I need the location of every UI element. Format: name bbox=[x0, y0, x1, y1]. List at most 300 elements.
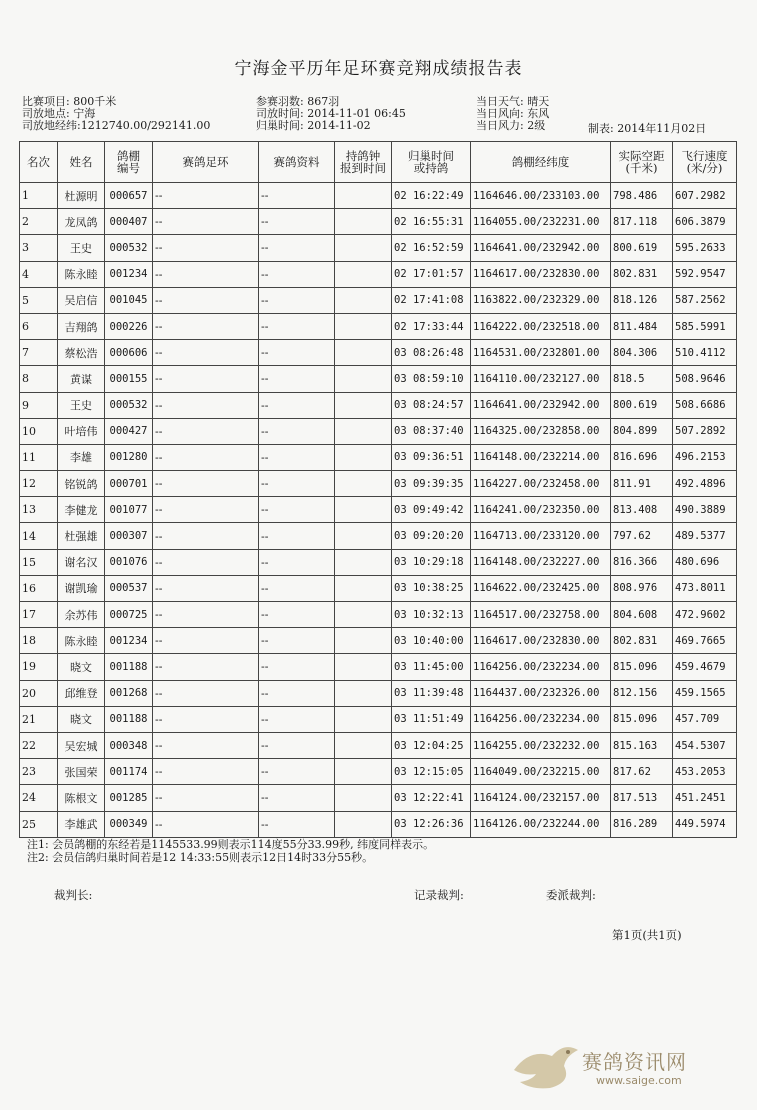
watermark-text: 赛鸽资讯网 bbox=[582, 1050, 687, 1074]
cell-pigeon-info: -- bbox=[259, 183, 335, 209]
cell-clock-time bbox=[335, 549, 392, 575]
table-row bbox=[20, 706, 737, 732]
cell-ring: -- bbox=[153, 287, 259, 313]
cell-clock-time bbox=[335, 497, 392, 523]
cell-speed: 496.2153 bbox=[673, 444, 737, 470]
cell-ring: -- bbox=[153, 261, 259, 287]
cell-pigeon-info: -- bbox=[259, 680, 335, 706]
cell-distance: 804.306 bbox=[611, 340, 673, 366]
cell-clock-time bbox=[335, 418, 392, 444]
meta-race-item: 比赛项目: 800千米 bbox=[22, 95, 117, 108]
cell-rank: 12 bbox=[20, 471, 58, 497]
cell-return-time: 03 08:26:48 bbox=[392, 340, 471, 366]
table-row bbox=[20, 654, 737, 680]
cell-loft-id: 001280 bbox=[105, 444, 153, 470]
cell-distance: 812.156 bbox=[611, 680, 673, 706]
cell-return-time: 03 10:38:25 bbox=[392, 575, 471, 601]
cell-loft-id: 000427 bbox=[105, 418, 153, 444]
cell-loft-coordinates: 1164255.00/232232.00 bbox=[471, 732, 611, 758]
cell-speed: 490.3889 bbox=[673, 497, 737, 523]
cell-distance: 816.366 bbox=[611, 549, 673, 575]
cell-name: 陈永睦 bbox=[58, 628, 105, 654]
cell-clock-time bbox=[335, 471, 392, 497]
cell-clock-time bbox=[335, 523, 392, 549]
column-header-distance: 实际空距 (千米) bbox=[611, 142, 673, 183]
cell-rank: 15 bbox=[20, 549, 58, 575]
cell-name: 李健龙 bbox=[58, 497, 105, 523]
cell-loft-id: 000348 bbox=[105, 732, 153, 758]
cell-clock-time bbox=[335, 759, 392, 785]
cell-clock-time bbox=[335, 602, 392, 628]
cell-distance: 800.619 bbox=[611, 235, 673, 261]
cell-loft-coordinates: 1164055.00/232231.00 bbox=[471, 209, 611, 235]
cell-return-time: 02 16:55:31 bbox=[392, 209, 471, 235]
meta-column-3 bbox=[476, 96, 549, 132]
cell-pigeon-info: -- bbox=[259, 654, 335, 680]
cell-rank: 24 bbox=[20, 785, 58, 811]
table-row bbox=[20, 732, 737, 758]
meta-weather: 当日天气: 晴天 bbox=[476, 95, 550, 108]
cell-clock-time bbox=[335, 235, 392, 261]
cell-name: 蔡松浩 bbox=[58, 340, 105, 366]
cell-ring: -- bbox=[153, 235, 259, 261]
cell-loft-coordinates: 1163822.00/232329.00 bbox=[471, 287, 611, 313]
column-header-name: 姓名 bbox=[58, 142, 105, 183]
cell-return-time: 03 10:40:00 bbox=[392, 628, 471, 654]
cell-name: 杜强雄 bbox=[58, 523, 105, 549]
cell-loft-id: 001076 bbox=[105, 549, 153, 575]
cell-distance: 800.619 bbox=[611, 392, 673, 418]
cell-return-time: 03 12:22:41 bbox=[392, 785, 471, 811]
cell-loft-coordinates: 1164256.00/232234.00 bbox=[471, 706, 611, 732]
cell-loft-id: 000532 bbox=[105, 235, 153, 261]
cell-ring: -- bbox=[153, 575, 259, 601]
cell-name: 吴宏城 bbox=[58, 732, 105, 758]
cell-pigeon-info: -- bbox=[259, 759, 335, 785]
cell-distance: 811.91 bbox=[611, 471, 673, 497]
cell-loft-coordinates: 1164325.00/232858.00 bbox=[471, 418, 611, 444]
cell-loft-id: 001188 bbox=[105, 706, 153, 732]
cell-ring: -- bbox=[153, 811, 259, 837]
cell-distance: 811.484 bbox=[611, 313, 673, 339]
cell-return-time: 03 10:32:13 bbox=[392, 602, 471, 628]
cell-speed: 489.5377 bbox=[673, 523, 737, 549]
cell-name: 叶培伟 bbox=[58, 418, 105, 444]
table-row bbox=[20, 602, 737, 628]
cell-distance: 797.62 bbox=[611, 523, 673, 549]
cell-pigeon-info: -- bbox=[259, 340, 335, 366]
cell-speed: 607.2982 bbox=[673, 183, 737, 209]
cell-speed: 472.9602 bbox=[673, 602, 737, 628]
cell-rank: 10 bbox=[20, 418, 58, 444]
cell-loft-coordinates: 1164517.00/232758.00 bbox=[471, 602, 611, 628]
cell-loft-coordinates: 1164531.00/232801.00 bbox=[471, 340, 611, 366]
cell-ring: -- bbox=[153, 471, 259, 497]
cell-pigeon-info: -- bbox=[259, 732, 335, 758]
report-title: 宁海金平历年足环赛竞翔成绩报告表 bbox=[234, 59, 523, 79]
cell-rank: 4 bbox=[20, 261, 58, 287]
cell-name: 邱维登 bbox=[58, 680, 105, 706]
cell-loft-coordinates: 1164110.00/232127.00 bbox=[471, 366, 611, 392]
cell-pigeon-info: -- bbox=[259, 471, 335, 497]
cell-name: 陈永睦 bbox=[58, 261, 105, 287]
column-header-loft-coordinates: 鸽棚经纬度 bbox=[471, 142, 611, 183]
cell-distance: 815.096 bbox=[611, 654, 673, 680]
cell-clock-time bbox=[335, 575, 392, 601]
notes bbox=[27, 838, 434, 864]
page-number: 第1页(共1页) bbox=[612, 928, 682, 942]
cell-rank: 14 bbox=[20, 523, 58, 549]
table-row bbox=[20, 811, 737, 837]
cell-rank: 25 bbox=[20, 811, 58, 837]
cell-speed: 459.1565 bbox=[673, 680, 737, 706]
cell-return-time: 03 08:24:57 bbox=[392, 392, 471, 418]
cell-distance: 818.5 bbox=[611, 366, 673, 392]
cell-loft-coordinates: 1164126.00/232244.00 bbox=[471, 811, 611, 837]
cell-pigeon-info: -- bbox=[259, 523, 335, 549]
cell-speed: 595.2633 bbox=[673, 235, 737, 261]
cell-ring: -- bbox=[153, 313, 259, 339]
cell-return-time: 03 12:26:36 bbox=[392, 811, 471, 837]
cell-rank: 13 bbox=[20, 497, 58, 523]
cell-rank: 2 bbox=[20, 209, 58, 235]
table-row bbox=[20, 392, 737, 418]
table-row bbox=[20, 366, 737, 392]
cell-name: 陈根文 bbox=[58, 785, 105, 811]
watermark-url: www.saige.com bbox=[596, 1074, 682, 1087]
cell-loft-id: 000349 bbox=[105, 811, 153, 837]
cell-loft-id: 001268 bbox=[105, 680, 153, 706]
cell-name: 李雄武 bbox=[58, 811, 105, 837]
cell-ring: -- bbox=[153, 340, 259, 366]
cell-name: 张国荣 bbox=[58, 759, 105, 785]
cell-pigeon-info: -- bbox=[259, 287, 335, 313]
cell-loft-id: 000532 bbox=[105, 392, 153, 418]
cell-distance: 813.408 bbox=[611, 497, 673, 523]
cell-loft-id: 000307 bbox=[105, 523, 153, 549]
cell-loft-id: 000155 bbox=[105, 366, 153, 392]
cell-loft-coordinates: 1164241.00/232350.00 bbox=[471, 497, 611, 523]
cell-return-time: 02 16:22:49 bbox=[392, 183, 471, 209]
cell-speed: 492.4896 bbox=[673, 471, 737, 497]
cell-return-time: 02 16:52:59 bbox=[392, 235, 471, 261]
cell-clock-time bbox=[335, 340, 392, 366]
cell-clock-time bbox=[335, 444, 392, 470]
cell-speed: 480.696 bbox=[673, 549, 737, 575]
cell-return-time: 02 17:33:44 bbox=[392, 313, 471, 339]
cell-rank: 21 bbox=[20, 706, 58, 732]
cell-ring: -- bbox=[153, 497, 259, 523]
table-row bbox=[20, 471, 737, 497]
cell-speed: 606.3879 bbox=[673, 209, 737, 235]
cell-loft-coordinates: 1164641.00/232942.00 bbox=[471, 235, 611, 261]
cell-clock-time bbox=[335, 680, 392, 706]
cell-clock-time bbox=[335, 392, 392, 418]
cell-pigeon-info: -- bbox=[259, 313, 335, 339]
cell-return-time: 03 11:45:00 bbox=[392, 654, 471, 680]
cell-pigeon-info: -- bbox=[259, 366, 335, 392]
cell-rank: 16 bbox=[20, 575, 58, 601]
cell-name: 余苏伟 bbox=[58, 602, 105, 628]
table-row bbox=[20, 680, 737, 706]
cell-rank: 18 bbox=[20, 628, 58, 654]
cell-pigeon-info: -- bbox=[259, 549, 335, 575]
pigeon-logo-icon bbox=[506, 1036, 586, 1096]
cell-name: 吉翔鸽 bbox=[58, 313, 105, 339]
cell-ring: -- bbox=[153, 523, 259, 549]
cell-clock-time bbox=[335, 366, 392, 392]
cell-distance: 817.62 bbox=[611, 759, 673, 785]
table-row bbox=[20, 209, 737, 235]
cell-return-time: 02 17:41:08 bbox=[392, 287, 471, 313]
cell-pigeon-info: -- bbox=[259, 602, 335, 628]
cell-distance: 804.899 bbox=[611, 418, 673, 444]
table-row bbox=[20, 313, 737, 339]
cell-loft-coordinates: 1164713.00/233120.00 bbox=[471, 523, 611, 549]
cell-loft-id: 001077 bbox=[105, 497, 153, 523]
table-row bbox=[20, 183, 737, 209]
recording-referee-label: 记录裁判: bbox=[414, 888, 464, 902]
cell-loft-id: 000606 bbox=[105, 340, 153, 366]
cell-pigeon-info: -- bbox=[259, 628, 335, 654]
cell-loft-id: 000226 bbox=[105, 313, 153, 339]
chief-referee-label: 裁判长: bbox=[54, 888, 93, 902]
cell-speed: 508.6686 bbox=[673, 392, 737, 418]
cell-name: 龙凤鸽 bbox=[58, 209, 105, 235]
cell-loft-coordinates: 1164256.00/232234.00 bbox=[471, 654, 611, 680]
cell-speed: 469.7665 bbox=[673, 628, 737, 654]
cell-distance: 798.486 bbox=[611, 183, 673, 209]
cell-distance: 817.513 bbox=[611, 785, 673, 811]
meta-column-1 bbox=[22, 96, 210, 132]
table-row bbox=[20, 287, 737, 313]
cell-clock-time bbox=[335, 628, 392, 654]
cell-pigeon-info: -- bbox=[259, 235, 335, 261]
cell-return-time: 02 17:01:57 bbox=[392, 261, 471, 287]
meta-release-coordinates: 司放地经纬:1212740.00/292141.00 bbox=[22, 119, 211, 132]
cell-rank: 11 bbox=[20, 444, 58, 470]
cell-loft-id: 001188 bbox=[105, 654, 153, 680]
column-header-loft-id: 鸽棚 编号 bbox=[105, 142, 153, 183]
cell-ring: -- bbox=[153, 418, 259, 444]
cell-loft-coordinates: 1164222.00/232518.00 bbox=[471, 313, 611, 339]
cell-loft-id: 001234 bbox=[105, 628, 153, 654]
cell-pigeon-info: -- bbox=[259, 392, 335, 418]
cell-rank: 1 bbox=[20, 183, 58, 209]
cell-distance: 817.118 bbox=[611, 209, 673, 235]
cell-ring: -- bbox=[153, 366, 259, 392]
cell-return-time: 03 12:04:25 bbox=[392, 732, 471, 758]
column-header-speed: 飞行速度 (米/分) bbox=[673, 142, 737, 183]
cell-distance: 802.831 bbox=[611, 628, 673, 654]
site-watermark bbox=[506, 1036, 736, 1096]
cell-rank: 7 bbox=[20, 340, 58, 366]
cell-loft-coordinates: 1164617.00/232830.00 bbox=[471, 628, 611, 654]
cell-return-time: 03 11:51:49 bbox=[392, 706, 471, 732]
table-row bbox=[20, 759, 737, 785]
cell-clock-time bbox=[335, 209, 392, 235]
cell-ring: -- bbox=[153, 759, 259, 785]
cell-ring: -- bbox=[153, 785, 259, 811]
cell-clock-time bbox=[335, 287, 392, 313]
cell-speed: 510.4112 bbox=[673, 340, 737, 366]
cell-name: 王史 bbox=[58, 235, 105, 261]
cell-loft-id: 000657 bbox=[105, 183, 153, 209]
meta-entry-count: 参赛羽数: 867羽 bbox=[256, 95, 340, 108]
cell-return-time: 03 10:29:18 bbox=[392, 549, 471, 575]
cell-loft-id: 001174 bbox=[105, 759, 153, 785]
cell-pigeon-info: -- bbox=[259, 261, 335, 287]
cell-speed: 449.5974 bbox=[673, 811, 737, 837]
cell-return-time: 03 08:37:40 bbox=[392, 418, 471, 444]
column-header-return-time: 归巢时间 或持鸽 bbox=[392, 142, 471, 183]
meta-wind-force: 当日风力: 2级 bbox=[476, 119, 546, 132]
cell-return-time: 03 09:49:42 bbox=[392, 497, 471, 523]
cell-loft-coordinates: 1164124.00/232157.00 bbox=[471, 785, 611, 811]
column-header-clock-time: 持鸽钟 报到时间 bbox=[335, 142, 392, 183]
cell-ring: -- bbox=[153, 628, 259, 654]
cell-pigeon-info: -- bbox=[259, 785, 335, 811]
cell-name: 李雄 bbox=[58, 444, 105, 470]
made-date: 制表: 2014年11月02日 bbox=[588, 122, 707, 135]
cell-ring: -- bbox=[153, 732, 259, 758]
cell-clock-time bbox=[335, 183, 392, 209]
cell-loft-id: 000701 bbox=[105, 471, 153, 497]
cell-rank: 5 bbox=[20, 287, 58, 313]
table-row bbox=[20, 628, 737, 654]
cell-ring: -- bbox=[153, 602, 259, 628]
cell-distance: 816.696 bbox=[611, 444, 673, 470]
cell-rank: 17 bbox=[20, 602, 58, 628]
cell-clock-time bbox=[335, 811, 392, 837]
cell-clock-time bbox=[335, 706, 392, 732]
delegated-referee-label: 委派裁判: bbox=[546, 888, 596, 902]
cell-loft-id: 001234 bbox=[105, 261, 153, 287]
cell-name: 晓文 bbox=[58, 654, 105, 680]
cell-loft-coordinates: 1164049.00/232215.00 bbox=[471, 759, 611, 785]
cell-rank: 22 bbox=[20, 732, 58, 758]
meta-release-time: 司放时间: 2014-11-01 06:45 bbox=[256, 107, 406, 120]
cell-ring: -- bbox=[153, 183, 259, 209]
cell-return-time: 03 09:20:20 bbox=[392, 523, 471, 549]
table-row bbox=[20, 340, 737, 366]
cell-distance: 802.831 bbox=[611, 261, 673, 287]
meta-wind-direction: 当日风向: 东风 bbox=[476, 107, 550, 120]
cell-speed: 585.5991 bbox=[673, 313, 737, 339]
table-row bbox=[20, 575, 737, 601]
cell-speed: 473.8011 bbox=[673, 575, 737, 601]
cell-distance: 816.289 bbox=[611, 811, 673, 837]
cell-ring: -- bbox=[153, 444, 259, 470]
cell-distance: 804.608 bbox=[611, 602, 673, 628]
cell-speed: 592.9547 bbox=[673, 261, 737, 287]
cell-loft-coordinates: 1164437.00/232326.00 bbox=[471, 680, 611, 706]
cell-name: 吴启信 bbox=[58, 287, 105, 313]
cell-speed: 459.4679 bbox=[673, 654, 737, 680]
meta-return-time: 归巢时间: 2014-11-02 bbox=[256, 119, 371, 132]
table-body bbox=[20, 183, 737, 838]
cell-speed: 587.2562 bbox=[673, 287, 737, 313]
cell-return-time: 03 09:39:35 bbox=[392, 471, 471, 497]
table-row bbox=[20, 549, 737, 575]
cell-speed: 507.2892 bbox=[673, 418, 737, 444]
cell-ring: -- bbox=[153, 680, 259, 706]
cell-pigeon-info: -- bbox=[259, 418, 335, 444]
cell-clock-time bbox=[335, 261, 392, 287]
cell-speed: 451.2451 bbox=[673, 785, 737, 811]
meta-release-location: 司放地点: 宁海 bbox=[22, 107, 96, 120]
cell-name: 铭锐鸽 bbox=[58, 471, 105, 497]
cell-name: 黄谋 bbox=[58, 366, 105, 392]
cell-rank: 3 bbox=[20, 235, 58, 261]
cell-pigeon-info: -- bbox=[259, 444, 335, 470]
cell-clock-time bbox=[335, 732, 392, 758]
meta-column-2 bbox=[256, 96, 406, 132]
cell-pigeon-info: -- bbox=[259, 497, 335, 523]
cell-loft-coordinates: 1164622.00/232425.00 bbox=[471, 575, 611, 601]
cell-pigeon-info: -- bbox=[259, 706, 335, 732]
table-row bbox=[20, 444, 737, 470]
cell-distance: 815.163 bbox=[611, 732, 673, 758]
cell-speed: 457.709 bbox=[673, 706, 737, 732]
note-1: 注1: 会员鸽棚的东经若是1145533.99则表示114度55分33.99秒, 纬度同样表示。 bbox=[27, 838, 435, 851]
column-header-pigeon-info: 赛鸽资料 bbox=[259, 142, 335, 183]
cell-distance: 808.976 bbox=[611, 575, 673, 601]
table-row bbox=[20, 418, 737, 444]
cell-loft-id: 001285 bbox=[105, 785, 153, 811]
cell-loft-coordinates: 1164617.00/232830.00 bbox=[471, 261, 611, 287]
cell-speed: 454.5307 bbox=[673, 732, 737, 758]
cell-ring: -- bbox=[153, 209, 259, 235]
cell-rank: 6 bbox=[20, 313, 58, 339]
table-row bbox=[20, 261, 737, 287]
cell-ring: -- bbox=[153, 654, 259, 680]
note-2: 注2: 会员信鸽归巢时间若是12 14:33:55则表示12日14时33分55秒。 bbox=[27, 851, 374, 864]
cell-pigeon-info: -- bbox=[259, 575, 335, 601]
cell-loft-coordinates: 1164641.00/232942.00 bbox=[471, 392, 611, 418]
cell-rank: 19 bbox=[20, 654, 58, 680]
column-header-ring: 赛鸽足环 bbox=[153, 142, 259, 183]
cell-rank: 23 bbox=[20, 759, 58, 785]
cell-return-time: 03 11:39:48 bbox=[392, 680, 471, 706]
table-row bbox=[20, 523, 737, 549]
cell-clock-time bbox=[335, 654, 392, 680]
cell-name: 谢凯瑜 bbox=[58, 575, 105, 601]
cell-loft-coordinates: 1164148.00/232227.00 bbox=[471, 549, 611, 575]
cell-name: 晓文 bbox=[58, 706, 105, 732]
cell-loft-coordinates: 1164148.00/232214.00 bbox=[471, 444, 611, 470]
cell-speed: 508.9646 bbox=[673, 366, 737, 392]
table-header-row bbox=[20, 142, 737, 183]
cell-clock-time bbox=[335, 313, 392, 339]
table-row bbox=[20, 497, 737, 523]
cell-pigeon-info: -- bbox=[259, 811, 335, 837]
cell-pigeon-info: -- bbox=[259, 209, 335, 235]
cell-speed: 453.2053 bbox=[673, 759, 737, 785]
results-table bbox=[19, 141, 737, 838]
cell-ring: -- bbox=[153, 549, 259, 575]
table-row bbox=[20, 235, 737, 261]
cell-ring: -- bbox=[153, 706, 259, 732]
cell-loft-id: 000537 bbox=[105, 575, 153, 601]
cell-rank: 20 bbox=[20, 680, 58, 706]
cell-distance: 815.096 bbox=[611, 706, 673, 732]
cell-loft-id: 001045 bbox=[105, 287, 153, 313]
cell-name: 杜源明 bbox=[58, 183, 105, 209]
cell-name: 王史 bbox=[58, 392, 105, 418]
cell-name: 谢名汉 bbox=[58, 549, 105, 575]
cell-distance: 818.126 bbox=[611, 287, 673, 313]
